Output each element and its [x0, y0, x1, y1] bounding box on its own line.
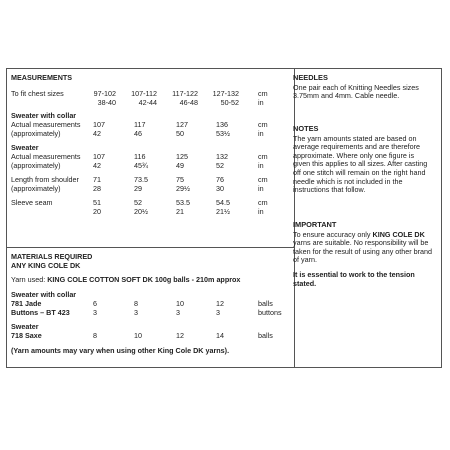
- collar-unit-cm: cm: [258, 120, 268, 129]
- sleeve-in-3: 21: [176, 207, 184, 216]
- materials-subtitle: ANY KING COLE DK: [11, 261, 81, 270]
- chest-in-1: 38-40: [97, 98, 116, 107]
- yarn-name: KING COLE COTTON SOFT DK 100g balls - 210m approx: [47, 275, 241, 284]
- chest-cm-3: 117-122: [172, 89, 198, 98]
- sleeve-in-1: 20: [93, 207, 101, 216]
- sweater-in-4: 52: [216, 161, 224, 170]
- sleeve-in-2: 20½: [134, 207, 148, 216]
- collar-approx: (approximately): [11, 129, 61, 138]
- collar-title: Sweater with collar: [11, 111, 77, 120]
- length-cm-3: 75: [176, 175, 184, 184]
- materials-sweater-title: Sweater: [11, 322, 39, 331]
- chest-unit-in: in: [258, 98, 264, 107]
- sleeve-cm-1: 51: [93, 198, 101, 207]
- length-approx: (approximately): [11, 184, 61, 193]
- sweater-in-1: 42: [93, 161, 101, 170]
- materials-title: MATERIALS REQUIRED: [11, 252, 93, 261]
- buttons-unit: buttons: [258, 308, 282, 317]
- sweater-in-3: 49: [176, 161, 184, 170]
- chest-cm-1: 97-102: [93, 89, 116, 98]
- jade-label: 781 Jade: [11, 299, 42, 308]
- needles-title: NEEDLES: [293, 73, 328, 82]
- notes-text: The yarn amounts stated are based on average requirements and are therefore approximate. Where only one figure is given this applies to all sizes. After casting off one stitch will remain on the right hand needle which is not included in the instructions that follow.: [293, 133, 428, 195]
- column-divider: [294, 69, 295, 367]
- saxe-qty-4: 14: [216, 331, 224, 340]
- sweater-label: Actual measurements: [11, 152, 81, 161]
- collar-in-3: 50: [176, 129, 184, 138]
- sleeve-unit-in: in: [258, 207, 264, 216]
- sweater-title: Sweater: [11, 143, 39, 152]
- length-in-3: 29½: [176, 184, 190, 193]
- length-cm-4: 76: [216, 175, 224, 184]
- saxe-qty-3: 12: [176, 331, 184, 340]
- buttons-qty-2: 3: [134, 308, 138, 317]
- length-label: Length from shoulder: [11, 175, 79, 184]
- materials-collar-title: Sweater with collar: [11, 290, 77, 299]
- jade-qty-3: 10: [176, 299, 184, 308]
- sleeve-cm-2: 52: [134, 198, 142, 207]
- collar-label: Actual measurements: [11, 120, 81, 129]
- important-section: [293, 221, 433, 294]
- sweater-cm-4: 132: [216, 152, 228, 161]
- sweater-cm-1: 107: [93, 152, 105, 161]
- measurements-title: MEASUREMENTS: [11, 73, 73, 82]
- sleeve-cm-3: 53.5: [176, 198, 190, 207]
- buttons-qty-3: 3: [176, 308, 180, 317]
- collar-unit-in: in: [258, 129, 264, 138]
- collar-in-2: 46: [134, 129, 142, 138]
- length-in-4: 30: [216, 184, 224, 193]
- saxe-label: 718 Saxe: [11, 331, 42, 340]
- sweater-in-2: 45¾: [134, 161, 148, 170]
- chest-cm-2: 107-112: [131, 89, 157, 98]
- saxe-unit: balls: [258, 331, 273, 340]
- chest-label: To fit chest sizes: [11, 89, 64, 98]
- sweater-cm-2: 116: [134, 152, 146, 161]
- saxe-qty-2: 10: [134, 331, 142, 340]
- section-divider: [7, 247, 294, 248]
- jade-qty-4: 12: [216, 299, 224, 308]
- tension-note: It is essential to work to the tension stated.: [293, 269, 415, 288]
- yarn-note: (Yarn amounts may vary when using other King Cole DK yarns).: [11, 346, 230, 355]
- important-text: [293, 231, 433, 265]
- length-cm-2: 73.5: [134, 175, 148, 184]
- collar-in-4: 53½: [216, 129, 230, 138]
- needles-text: One pair each of Knitting Needles sizes 3.75mm and 4mm. Cable needle.: [293, 82, 419, 101]
- sleeve-cm-4: 54.5: [216, 198, 230, 207]
- jade-unit: balls: [258, 299, 273, 308]
- chest-cm-4: 127-132: [212, 89, 239, 98]
- notes-section: [293, 125, 433, 201]
- collar-cm-4: 136: [216, 120, 228, 129]
- sweater-unit-cm: cm: [258, 152, 268, 161]
- length-in-1: 28: [93, 184, 101, 193]
- important-title: IMPORTANT: [293, 220, 337, 229]
- buttons-label: Buttons – BT 423: [11, 308, 70, 317]
- sweater-approx: (approximately): [11, 161, 61, 170]
- collar-in-1: 42: [93, 129, 101, 138]
- sweater-cm-3: 125: [176, 152, 188, 161]
- important-text-c: yarns are suitable. No responsibility will be taken for the result of using any other brand of yarn.: [293, 238, 433, 265]
- chest-in-2: 42-44: [138, 98, 157, 107]
- chest-in-3: 46-48: [179, 98, 198, 107]
- collar-cm-2: 117: [134, 120, 146, 129]
- collar-cm-1: 107: [93, 120, 105, 129]
- important-text-a: To ensure accuracy only: [293, 229, 373, 239]
- collar-cm-3: 127: [176, 120, 188, 129]
- buttons-qty-4: 3: [216, 308, 220, 317]
- sleeve-unit-cm: cm: [258, 198, 268, 207]
- needles-section: [293, 74, 433, 107]
- buttons-qty-1: 3: [93, 308, 97, 317]
- chest-in-4: 50-52: [220, 98, 239, 107]
- jade-qty-1: 6: [93, 299, 97, 308]
- yarn-used: [11, 275, 240, 284]
- length-unit-cm: cm: [258, 175, 268, 184]
- saxe-qty-1: 8: [93, 331, 97, 340]
- sleeve-label: Sleeve seam: [11, 198, 53, 207]
- notes-title: NOTES: [293, 124, 319, 133]
- length-in-2: 29: [134, 184, 142, 193]
- sweater-unit-in: in: [258, 161, 264, 170]
- jade-qty-2: 8: [134, 299, 138, 308]
- yarn-prefix: Yarn used:: [11, 275, 48, 284]
- important-brand: KING COLE DK: [372, 229, 425, 239]
- length-cm-1: 71: [93, 175, 101, 184]
- length-unit-in: in: [258, 184, 264, 193]
- sleeve-in-4: 21½: [216, 207, 230, 216]
- chest-unit-cm: cm: [258, 89, 268, 98]
